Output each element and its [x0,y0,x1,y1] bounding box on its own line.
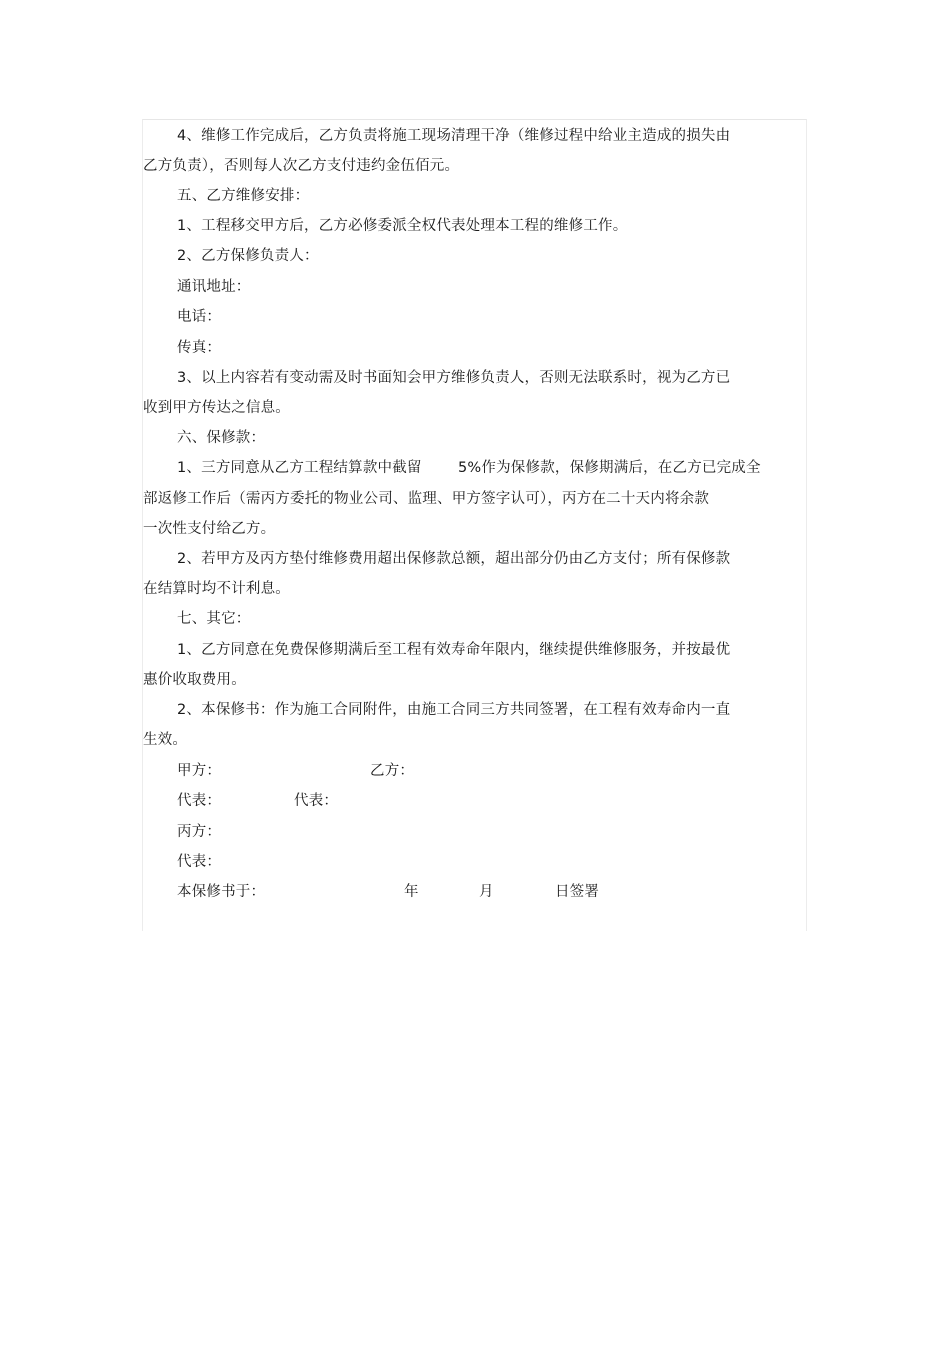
section-6-item-1-line-2: 部返修工作后（需丙方委托的物业公司、监理、甲方签字认可），丙方在二十天内将余款 [143,491,710,507]
section-6-heading: 六、保修款： [177,430,266,446]
clause-4-line-2: 乙方负责），否则每人次乙方支付违约金伍佰元。 [143,158,460,174]
party-c-representative-label: 代表： [177,854,222,870]
section-5-item-3-line-1: 3、以上内容若有变动需及时书面知会甲方维修负责人，否则无法联系时，视为乙方已 [177,370,731,386]
section-5-item-2: 2、乙方保修负责人： [177,248,319,264]
section-7-item-2-line-1: 2、本保修书：作为施工合同附件，由施工合同三方共同签署，在工程有效寿命内一直 [177,702,731,718]
section-5-item-1: 1、工程移交甲方后，乙方必修委派全权代表处理本工程的维修工作。 [177,218,628,234]
clause-4-line-1: 4、维修工作完成后，乙方负责将施工现场清理干净（维修过程中给业主造成的损失由 [177,128,731,144]
party-b-label: 乙方： [370,763,415,779]
section-5-heading: 五、乙方维修安排： [177,188,310,204]
address-label: 通讯地址： [177,279,251,295]
section-6-item-1-line-3: 一次性支付给乙方。 [143,521,276,537]
section-6-item-1-line-1b: 5%作为保修款，保修期满后，在乙方已完成全 [458,460,761,476]
party-a-representative-label: 代表： [177,793,222,809]
signing-date-prefix: 本保修书于： [177,884,266,900]
signing-year-label: 年 [404,884,419,900]
party-a-label: 甲方： [177,763,222,779]
section-7-item-1-line-1: 1、乙方同意在免费保修期满后至工程有效寿命年限内，继续提供维修服务，并按最优 [177,642,731,658]
section-7-heading: 七、其它： [177,611,251,627]
fax-label: 传真： [177,340,222,356]
phone-label: 电话： [177,309,222,325]
signing-day-label: 日签署 [555,884,600,900]
section-5-item-3-line-2: 收到甲方传达之信息。 [143,400,290,416]
signing-month-label: 月 [479,884,494,900]
section-7-item-1-line-2: 惠价收取费用。 [143,672,246,688]
section-6-item-2-line-1: 2、若甲方及丙方垫付维修费用超出保修款总额，超出部分仍由乙方支付；所有保修款 [177,551,731,567]
section-6-item-1-line-1a: 1、三方同意从乙方工程结算款中截留 [177,460,422,476]
section-6-item-2-line-2: 在结算时均不计利息。 [143,581,290,597]
section-7-item-2-line-2: 生效。 [143,732,188,748]
party-c-label: 丙方： [177,824,222,840]
party-b-representative-label: 代表： [294,793,339,809]
